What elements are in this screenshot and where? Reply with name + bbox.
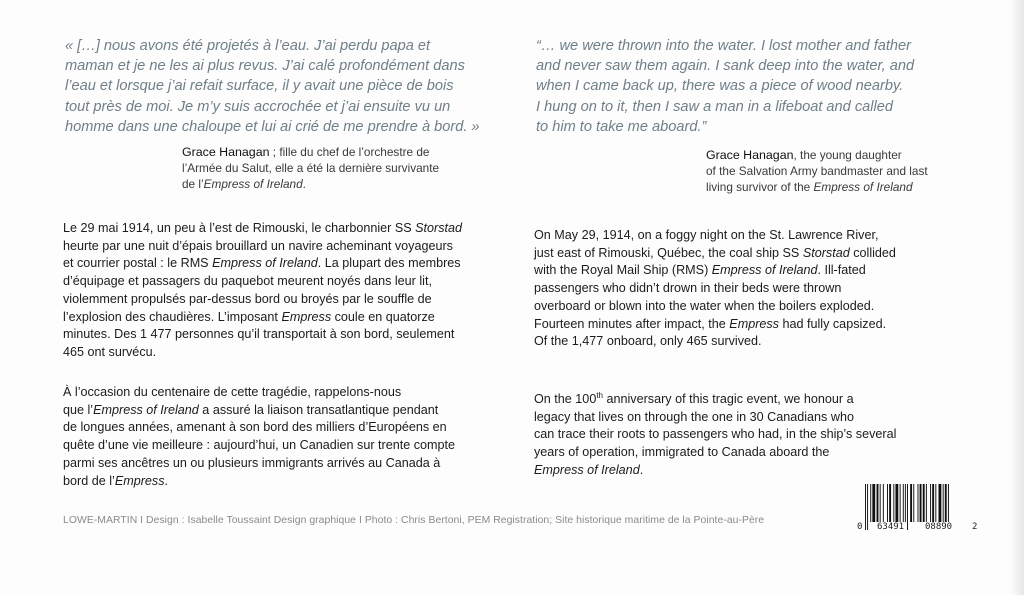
paragraph-text: On May 29, 1914, on a foggy night on the St. Lawrence River,: [534, 228, 879, 242]
barcode-bar: [907, 484, 908, 530]
attribution-text: ; fille du chef de l’orchestre de: [269, 145, 430, 159]
paragraph-english-2: [534, 391, 896, 480]
barcode-bar: [903, 484, 904, 522]
barcode-bar: [943, 484, 944, 522]
barcode-left-digits: 63491: [877, 522, 905, 532]
paragraph-text: À l’occasion du centenaire de cette tragédie, rappelons-nous: [63, 385, 402, 399]
quote-line: homme dans une chaloupe et lui ai crié de me prendre à bord. »: [65, 118, 480, 135]
paragraph-french-2: [63, 384, 455, 490]
attribution-french: [182, 144, 439, 192]
attribution-english: [706, 147, 928, 195]
paragraph-text: .: [164, 473, 168, 488]
attribution-text: of the Salvation Army bandmaster and last: [706, 164, 928, 178]
paragraph-text: a assuré la liaison transatlantique pendant: [198, 402, 439, 417]
paragraph-text: et courrier postal : le RMS: [63, 256, 213, 271]
paragraph-text: anniversary of this tragic event, we honour a: [603, 392, 854, 406]
paragraph-text: . La plupart des membres: [317, 256, 461, 271]
ship-name: Empress of Ireland: [93, 402, 199, 417]
paragraph-text: just east of Rimouski, Québec, the coal ship SS: [534, 245, 803, 260]
barcode-bar: [893, 484, 894, 522]
attribution-text: l’Armée du Salut, elle a été la dernière survivante: [182, 161, 440, 175]
ship-name: Empress of Ireland: [534, 462, 640, 477]
ship-name: Empress of Ireland: [711, 263, 818, 278]
attribution-text: living survivor of the: [706, 180, 814, 194]
barcode-bar: [880, 484, 881, 522]
ship-name: Empress: [729, 316, 779, 331]
paragraph-text: quête d’une vie meilleure : aujourd’hui, un Canadien sur trente compte: [63, 438, 456, 453]
barcode-bar: [877, 484, 879, 522]
barcode-bar: [887, 484, 888, 522]
paragraph-text: can trace their roots to passengers who had, in the ship’s several: [534, 427, 897, 442]
quote-french: [65, 36, 480, 137]
ship-name: Empress of Ireland: [203, 177, 303, 191]
barcode-right-digits: 08890: [925, 522, 953, 532]
barcode-bar: [935, 484, 936, 522]
paragraph-text: 465 ont survécu.: [63, 344, 157, 359]
ship-name: Empress: [281, 309, 332, 324]
attribution-text: de l’: [182, 177, 204, 191]
barcode-check-digit: 2: [972, 522, 978, 532]
paragraph-text: bord de l’: [63, 473, 115, 488]
barcode-bar: [939, 484, 942, 522]
paragraph-text: minutes. Des 1 477 personnes qu’il transportait à son bord, seulement: [63, 327, 455, 342]
upc-barcode: [857, 484, 979, 536]
barcode-bar: [910, 484, 912, 522]
paragraph-text: . Ill-fated: [817, 263, 866, 278]
paragraph-text: .: [639, 462, 644, 477]
barcode-bar: [870, 484, 871, 522]
barcode-bar: [930, 484, 931, 522]
paragraph-text: had fully capsized.: [778, 316, 887, 331]
quote-line: and never saw them again. I sank deep into the water, and: [536, 58, 915, 75]
barcode-bar: [889, 484, 891, 522]
ship-name: Storstad: [802, 245, 850, 260]
paragraph-text: que l’: [63, 402, 94, 417]
paragraph-text: parmi ses ancêtres un ou plusieurs immigrants arrivés au Canada à: [63, 455, 441, 470]
paragraph-french-1: [63, 220, 462, 362]
ship-name: Empress: [114, 473, 165, 488]
quote-line: l’eau et lorsque j’ai refait surface, il y avait une pièce de bois: [65, 78, 454, 95]
barcode-bar: [920, 484, 922, 522]
paragraph-text: years of operation, immigrated to Canada aboard the: [534, 445, 830, 460]
paragraph-text: Fourteen minutes after impact, the: [534, 316, 730, 331]
credits-line: LOWE-MARTIN I Design : Isabelle Toussaint Design graphique I Photo : Chris Bertoni, PEM Registration; Site historique maritime de la Pointe-au-Père: [63, 515, 765, 526]
attribution-text: .: [302, 177, 306, 191]
ship-name: Empress of Ireland: [212, 256, 318, 271]
paragraph-text: legacy that lives on through the one in 30 Canadians who: [534, 409, 854, 424]
paragraph-text: Of the 1,477 onboard, only 465 survived.: [534, 334, 762, 349]
paragraph-text: l’explosion des chaudières. L’imposant: [63, 309, 282, 324]
barcode-bar: [926, 484, 927, 522]
barcode-bar: [932, 484, 934, 522]
barcode-bar: [905, 484, 906, 522]
barcode-lead-digit: 0: [857, 522, 863, 532]
barcode-bar: [883, 484, 884, 522]
paragraph-text: with the Royal Mail Ship (RMS): [534, 263, 712, 278]
ship-name: Empress of Ireland: [813, 180, 913, 194]
paragraph-text: de longues années, amenant à son bord des milliers d’Européens en: [63, 420, 447, 435]
quote-line: when I came back up, there was a piece of wood nearby.: [536, 78, 904, 95]
attribution-text: , the young daughter: [793, 148, 902, 162]
paragraph-text: collided: [849, 245, 896, 260]
ship-name: Storstad: [415, 221, 463, 235]
paragraph-text: passengers who didn’t drown in their beds were thrown: [534, 281, 842, 296]
barcode-bar: [867, 484, 868, 530]
barcode-bars: [857, 484, 979, 530]
page-edge-shadow: [1010, 0, 1024, 595]
quote-line: “… we were thrown into the water. I lost mother and father: [536, 38, 912, 54]
barcode-bar: [945, 484, 947, 522]
quote-line: maman et je ne les ai plus revus. J’ai calé profondément dans: [65, 58, 465, 75]
quote-line: to him to take me aboard.”: [536, 118, 707, 135]
barcode-bar: [865, 484, 866, 530]
paragraph-text: d’équipage et passagers du paquebot meurent noyés dans leur lit,: [63, 274, 432, 289]
barcode-bar: [900, 484, 901, 522]
paragraph-text: overboard or blown into the water when the boilers exploded.: [534, 298, 875, 313]
paragraph-text: violemment propulsés par-dessus bord ou broyés par le souffle de: [63, 291, 432, 306]
barcode-bar: [872, 484, 875, 522]
paragraph-text: Le 29 mai 1914, un peu à l’est de Rimouski, le charbonnier SS: [63, 221, 416, 235]
barcode-bar: [923, 484, 925, 522]
barcode-bar: [913, 484, 914, 522]
quote-line: tout près de moi. Je m’y suis accrochée et j’ai ensuite vu un: [65, 98, 451, 115]
barcode-bar: [918, 484, 919, 522]
barcode-bar: [895, 484, 898, 522]
quote-line: « […] nous avons été projetés à l’eau. J’ai perdu papa et: [65, 38, 431, 54]
ordinal-suffix: th: [596, 391, 603, 400]
attribution-name: Grace Hanagan: [706, 148, 794, 162]
paragraph-text: heurte par une nuit d’épais brouillard un navire acheminant voyageurs: [63, 238, 453, 253]
paragraph-text: coule en quatorze: [331, 309, 435, 324]
paragraph-text: On the 100: [534, 392, 597, 406]
quote-english: [536, 36, 914, 137]
quote-line: I hung on to it, then I saw a man in a lifeboat and called: [536, 98, 893, 115]
attribution-name: Grace Hanagan: [182, 145, 270, 159]
paragraph-english-1: [534, 227, 896, 351]
